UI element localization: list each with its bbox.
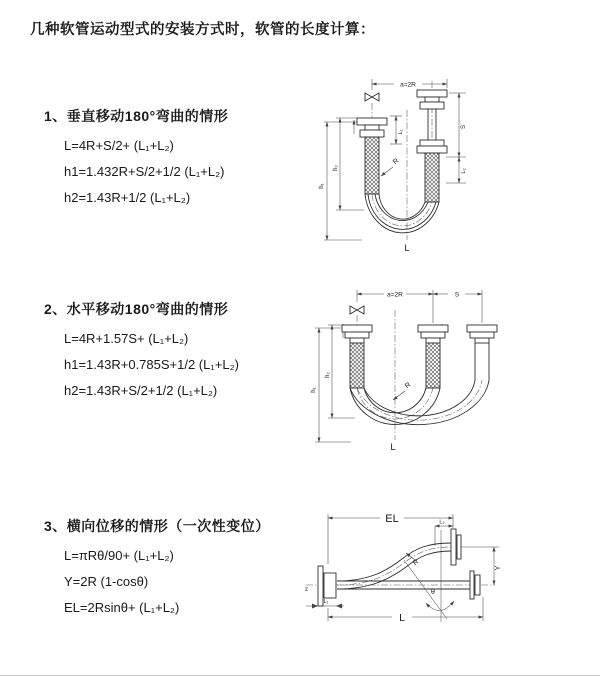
- hose-curved-position: [337, 543, 451, 589]
- formula-line: EL=2Rsinθ+ (L₁+L₂): [64, 600, 180, 615]
- formula-line: L=πRθ/90+ (L₁+L₂): [64, 548, 174, 563]
- formula-line: h2=1.43R+S/2+1/2 (L₁+L₂): [64, 383, 218, 398]
- section-2-heading: 2、水平移动180°弯曲的情形: [44, 301, 229, 317]
- hose-loops: [350, 380, 489, 425]
- section-1: [44, 106, 228, 211]
- dim-label-a2r: a=2R: [387, 291, 403, 299]
- datum-mark: z: [305, 587, 308, 593]
- angle-label-theta: θ: [431, 589, 435, 596]
- dim-label-h1: h₁: [311, 387, 317, 393]
- formula-line: h2=1.43R+1/2 (L₁+L₂): [64, 190, 191, 205]
- dim-label-s: S: [461, 124, 467, 130]
- dim-label-l1: L₁: [398, 129, 404, 135]
- valve-icon: [350, 306, 364, 314]
- radius-label: R: [404, 381, 413, 391]
- braided-hose-section: [350, 343, 364, 388]
- dim-label-l2: L₂: [461, 168, 467, 174]
- diagram-vertical-180-bend: [310, 70, 595, 265]
- dim-label-h2: h₂: [325, 372, 331, 378]
- length-label: L: [399, 612, 405, 624]
- upper-right-flange: [451, 529, 461, 565]
- right-riser-moved-position: [467, 325, 497, 380]
- braided-hose-section: [426, 343, 440, 388]
- braided-hose-section: [425, 153, 439, 202]
- dim-label-s: S: [454, 291, 460, 299]
- formula-line: L=4R+S/2+ (L₁+L₂): [64, 138, 174, 153]
- length-label: L: [404, 243, 410, 254]
- formula-line: Y=2R (1-cosθ): [64, 574, 149, 589]
- braided-hose-section: [365, 137, 379, 194]
- section-1-heading: 1、垂直移动180°弯曲的情形: [44, 108, 229, 124]
- valve-icon: [365, 93, 379, 101]
- length-label: L: [390, 442, 396, 453]
- formula-line: h1=1.432R+S/2+1/2 (L₁+L₂): [64, 164, 225, 179]
- dim-label-l2: L₂: [439, 519, 445, 526]
- page-title: 几种软管运动型式的安装方式时，软管的长度计算：: [30, 22, 375, 38]
- dim-label-h2: h₂: [333, 165, 339, 171]
- formula-line: L=4R+1.57S+ (L₁+L₂): [64, 331, 189, 346]
- radius-label: R: [391, 157, 401, 167]
- dimension-lines: [315, 290, 482, 442]
- radius-label: R: [411, 558, 421, 568]
- right-riser: [417, 90, 447, 202]
- section-2: [44, 299, 239, 404]
- dim-label-l1: L₁: [323, 599, 329, 605]
- formula-line: h1=1.43R+0.785S+1/2 (L₁+L₂): [64, 357, 239, 372]
- dim-label-h1: h₁: [319, 183, 325, 189]
- lower-right-flange: [470, 571, 480, 599]
- diagram-lateral-displacement: [300, 502, 600, 662]
- dim-label-y: Y: [495, 565, 502, 571]
- dim-label-a2r: a=2R: [400, 81, 416, 89]
- diagram-horizontal-180-bend: [305, 280, 595, 460]
- middle-riser: [418, 325, 448, 388]
- dim-label-el: EL: [385, 513, 399, 525]
- section-3: [44, 516, 270, 621]
- section-3-heading: 3、横向位移的情形（一次性变位）: [44, 518, 270, 534]
- dimension-lines: [306, 514, 499, 621]
